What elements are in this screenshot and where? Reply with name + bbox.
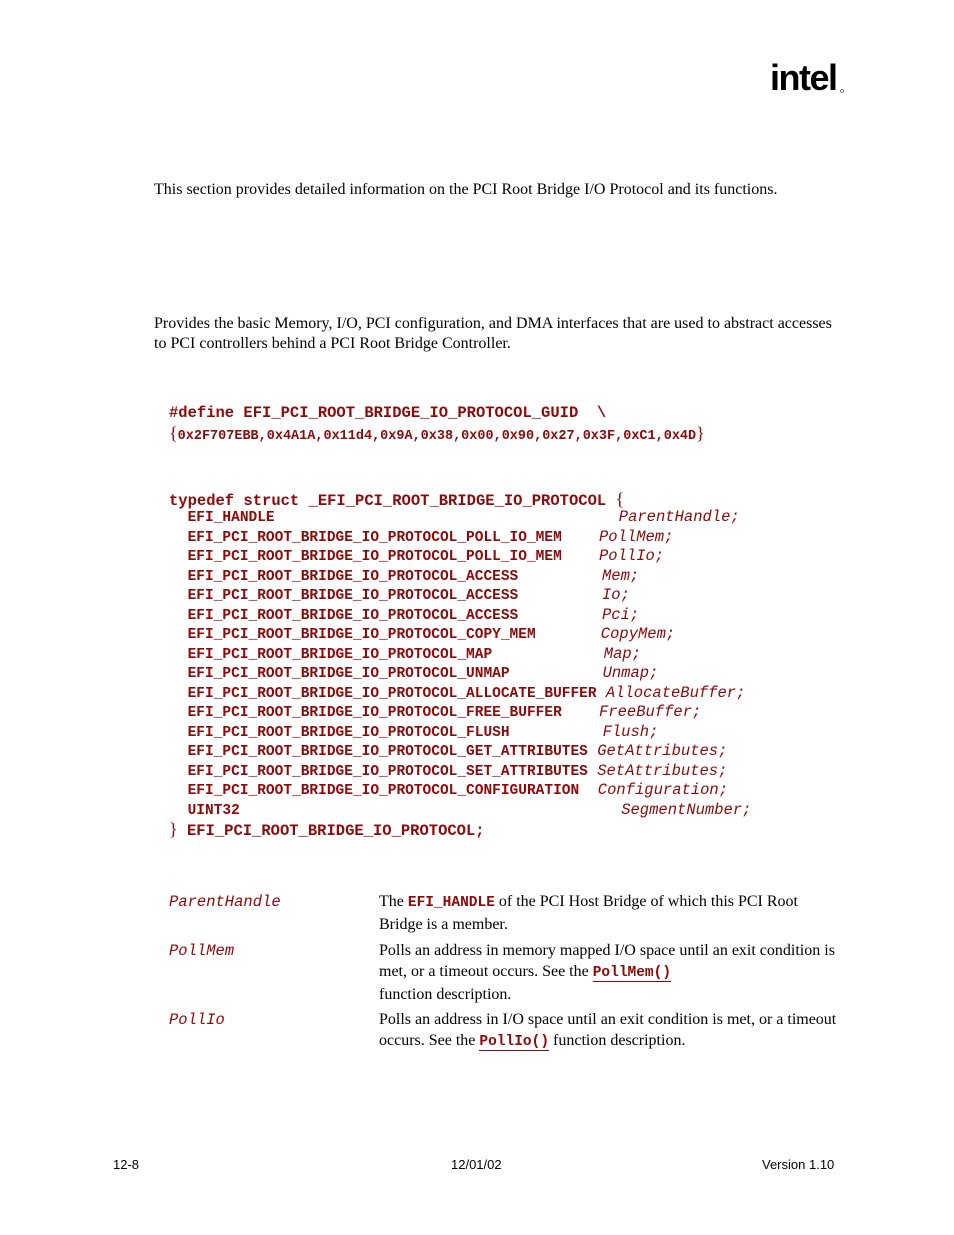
footer-date: 12/01/02: [451, 1157, 502, 1172]
struct-member: [169, 547, 751, 567]
struct-member: [169, 606, 751, 626]
struct-member-name: Unmap;: [602, 664, 659, 682]
struct-member-name: Map;: [603, 644, 642, 663]
struct-member-type: EFI_PCI_ROOT_BRIDGE_IO_PROTOCOL_SET_ATTRIBUTES: [187, 763, 588, 780]
struct-member: [169, 703, 751, 723]
struct-member-pad: [562, 528, 599, 546]
struct-member-name: GetAttributes;: [597, 742, 728, 760]
struct-member-pad: [510, 723, 603, 741]
struct-member-pad: [518, 586, 602, 604]
struct-member: [169, 723, 751, 743]
struct-member-type: EFI_HANDLE: [187, 510, 275, 526]
param-desc-text: Polls an address in memory mapped I/O space until an exit condition is met, or a timeout occurs. See the: [379, 942, 835, 980]
struct-member-name: Pci;: [601, 605, 640, 624]
struct-member-pad: [597, 684, 606, 702]
struct-member-pad: [536, 625, 601, 643]
footer-version: Version 1.10: [762, 1157, 835, 1172]
struct-member-name: Mem;: [601, 566, 640, 585]
struct-member-pad: [240, 801, 621, 819]
intro-paragraph: This section provides detailed information on the PCI Root Bridge I/O Protocol and its functions.: [154, 181, 778, 198]
struct-member-pad: [275, 508, 619, 526]
footer-page-number: 12-8: [113, 1157, 140, 1172]
struct-member-name: SegmentNumber;: [621, 800, 752, 819]
param-desc-text: of the PCI Host Bridge of which this PCI Root Bridge is a member.: [379, 893, 798, 933]
param-desc-parenthandle: [379, 891, 844, 935]
param-name-pollmem: PollMem: [169, 942, 235, 960]
struct-member-pad: [562, 547, 599, 565]
struct-members: [169, 508, 751, 820]
struct-member-name: Flush;: [602, 722, 659, 741]
struct-member: [169, 762, 751, 782]
struct-member: [169, 586, 751, 606]
struct-member-type: EFI_PCI_ROOT_BRIDGE_IO_PROTOCOL_ALLOCATE_BUFFER: [187, 685, 597, 702]
struct-member: [169, 645, 751, 665]
struct-member-name: ParentHandle;: [618, 508, 740, 526]
struct-member-type: EFI_PCI_ROOT_BRIDGE_IO_PROTOCOL_MAP: [187, 646, 493, 663]
struct-member: [169, 567, 751, 587]
struct-member-type: EFI_PCI_ROOT_BRIDGE_IO_PROTOCOL_FREE_BUFFER: [187, 705, 562, 721]
struct-member-pad: [562, 703, 599, 721]
struct-member-pad: [518, 606, 602, 624]
struct-member-type: EFI_PCI_ROOT_BRIDGE_IO_PROTOCOL_ACCESS: [187, 568, 519, 585]
struct-member-pad: [492, 645, 604, 663]
struct-member: [169, 625, 751, 645]
param-name-parenthandle: ParentHandle: [169, 893, 281, 911]
struct-open-brace: {: [615, 489, 625, 509]
struct-member-name: Configuration;: [597, 781, 729, 799]
struct-member-name: PollIo;: [599, 547, 665, 565]
param-desc-text: function description.: [549, 1032, 686, 1049]
struct-member-type: EFI_PCI_ROOT_BRIDGE_IO_PROTOCOL_CONFIGURATION: [187, 783, 580, 799]
struct-member: [169, 742, 751, 762]
struct-member-type: EFI_PCI_ROOT_BRIDGE_IO_PROTOCOL_ACCESS: [187, 588, 519, 604]
efi-handle-code: EFI_HANDLE: [407, 895, 495, 911]
guid-close-brace: }: [696, 423, 705, 443]
param-desc-pollmem: [379, 940, 844, 1005]
struct-member-name: Io;: [601, 586, 630, 604]
struct-member-name: AllocateBuffer;: [605, 683, 746, 702]
struct-footer-text: EFI_PCI_ROOT_BRIDGE_IO_PROTOCOL;: [177, 822, 485, 840]
struct-member-pad: [518, 567, 602, 585]
struct-member: [169, 664, 751, 684]
struct-close-brace: }: [169, 819, 178, 839]
struct-member-name: FreeBuffer;: [599, 703, 702, 721]
struct-member: [169, 781, 751, 801]
guid-define-line: #define EFI_PCI_ROOT_BRIDGE_IO_PROTOCOL_GUID \: [169, 404, 607, 422]
struct-member-type: EFI_PCI_ROOT_BRIDGE_IO_PROTOCOL_UNMAP: [187, 666, 510, 682]
struct-member-name: CopyMem;: [600, 625, 676, 643]
param-name-pollio: PollIo: [169, 1011, 225, 1029]
struct-member-pad: [510, 664, 603, 682]
struct-member: [169, 508, 751, 528]
guid-open-brace: {: [169, 423, 178, 443]
param-desc-text: function description.: [379, 986, 512, 1003]
struct-member: [169, 801, 751, 821]
summary-paragraph: Provides the basic Memory, I/O, PCI configuration, and DMA interfaces that are used to abstract accesses to PCI controllers behind a PCI Root Bridge Controller.: [154, 315, 832, 352]
struct-member-pad: [588, 762, 597, 780]
struct-member-type: EFI_PCI_ROOT_BRIDGE_IO_PROTOCOL_COPY_MEM: [187, 627, 536, 643]
param-desc-pollio: [379, 1009, 844, 1053]
guid-value: 0x2F707EBB,0x4A1A,0x11d4,0x9A,0x38,0x00,0x90,0x27,0x3F,0xC1,0x4D: [177, 429, 697, 444]
struct-member: [169, 528, 751, 548]
pollmem-link[interactable]: PollMem(): [592, 965, 672, 981]
struct-footer-line: [169, 819, 485, 841]
struct-member-name: SetAttributes;: [597, 761, 728, 780]
guid-value-line: [169, 423, 705, 447]
struct-member-type: EFI_PCI_ROOT_BRIDGE_IO_PROTOCOL_GET_ATTRIBUTES: [187, 744, 588, 760]
struct-member-pad: [588, 742, 597, 760]
struct-member-type: EFI_PCI_ROOT_BRIDGE_IO_PROTOCOL_POLL_IO_MEM: [187, 529, 562, 546]
struct-member-type: UINT32: [187, 802, 240, 819]
struct-member-type: EFI_PCI_ROOT_BRIDGE_IO_PROTOCOL_ACCESS: [187, 607, 519, 624]
param-desc-text: Polls an address in I/O space until an exit condition is met, or a timeout occurs. See the: [379, 1011, 837, 1049]
param-desc-text: The: [379, 893, 408, 910]
struct-member-type: EFI_PCI_ROOT_BRIDGE_IO_PROTOCOL_POLL_IO_MEM: [187, 549, 562, 565]
struct-header-text: typedef struct _EFI_PCI_ROOT_BRIDGE_IO_PROTOCOL: [169, 492, 616, 510]
struct-member-type: EFI_PCI_ROOT_BRIDGE_IO_PROTOCOL_FLUSH: [187, 724, 510, 741]
intel-logo: [770, 58, 846, 104]
pollio-link[interactable]: PollIo(): [479, 1034, 550, 1050]
struct-member-name: PollMem;: [599, 527, 674, 546]
logo-text: intel: [770, 58, 837, 98]
struct-member: [169, 684, 751, 704]
struct-member-pad: [579, 781, 598, 799]
